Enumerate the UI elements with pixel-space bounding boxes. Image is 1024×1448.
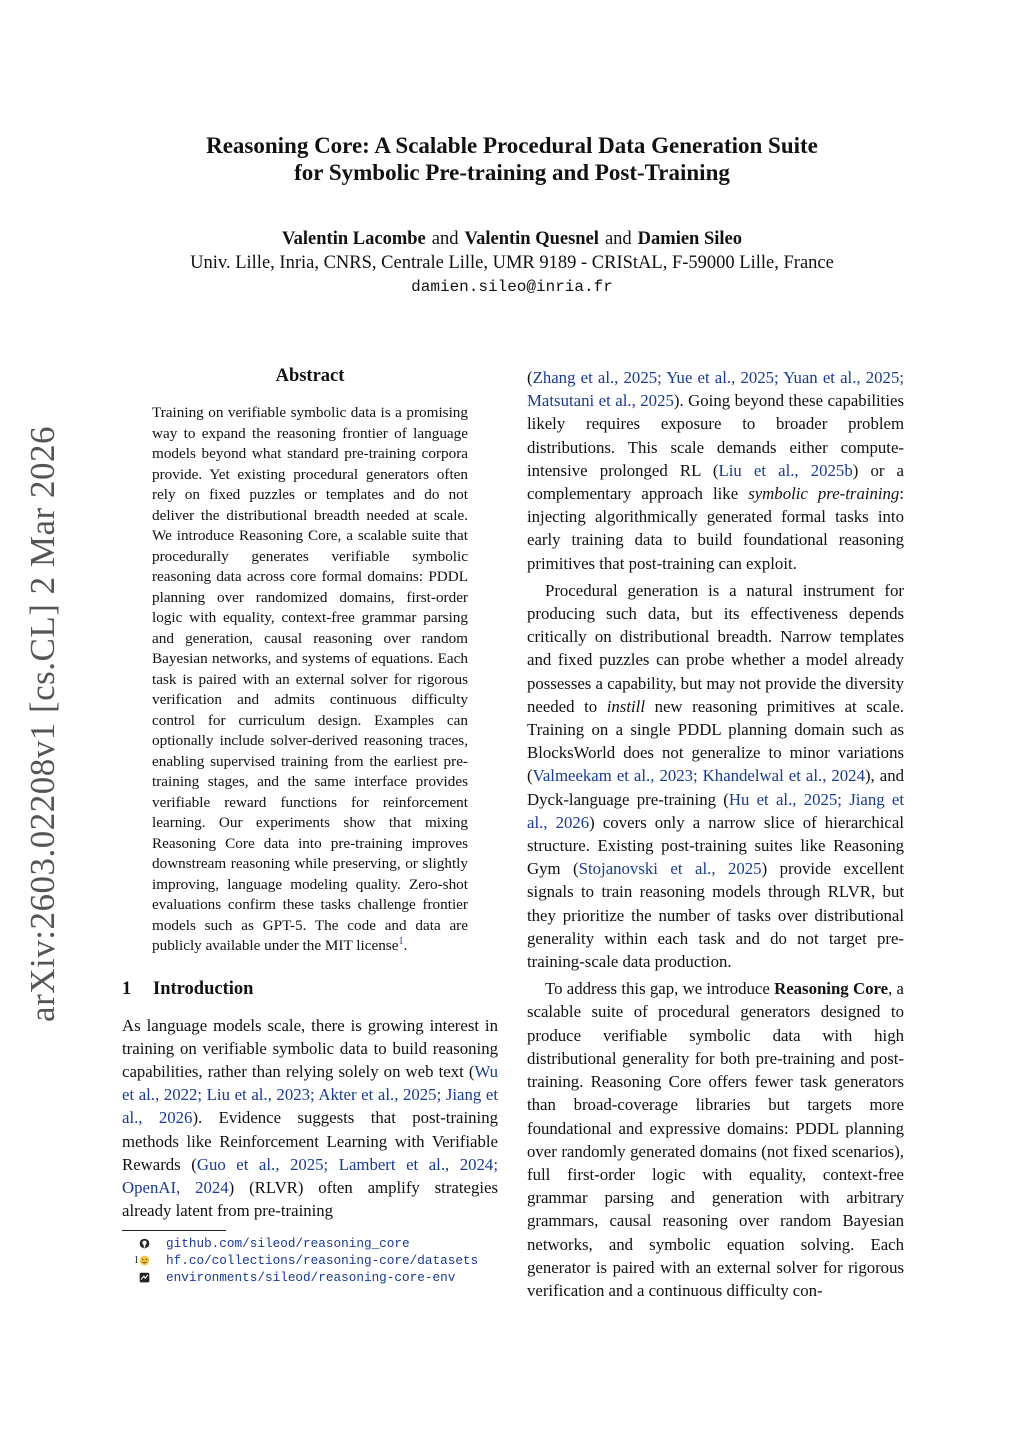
left-column xyxy=(122,366,498,1286)
footnote-link-huggingface[interactable]: hf.co/collections/reasoning-core/datasets xyxy=(166,1253,479,1269)
abstract-heading: Abstract xyxy=(275,366,345,386)
citation-link[interactable]: Guo et al., 2025; Lambert et al., 2024; OpenAI, 2024 xyxy=(122,1154,498,1197)
section-title: Introduction xyxy=(153,978,254,999)
prime-environments-icon xyxy=(139,1272,150,1283)
intro-paragraph-3: To address this gap, we introduce Reasoning Core, a scalable suite of procedural generators designed to produce verifiable symbolic data with high distributional generality for both pre-training and post-training. Reasoning Core offers fewer task generators than broad-coverage libraries but targets more foundational and expressive domains: PDDL planning over randomly generated domains (not fixed scenarios), full first-order logic with equality, context-free grammar parsing and generation with arbitrary grammars, causal reasoning over random Bayesian networks, and symbolic equation solving. Each generator is paired with an external solver for rigorous verification and a continuous difficulty con- xyxy=(527,979,904,1300)
citation-link[interactable]: Valmeekam et al., 2023; Khandelwal et al., 2024 xyxy=(532,766,865,786)
citation-link[interactable]: Wu et al., 2022; Liu et al., 2023; Akter et al., 2025; Jiang et al., 2026 xyxy=(122,1061,498,1128)
intro-paragraph-1: As language models scale, there is growing interest in training on verifiable symbolic data to build reasoning capabilities, rather than relying solely on web text (Wu et al., 2022; Liu et al., 2023; Akter et al., 2025; Jiang et al., 2026). Evidence suggests that post-training methods like Reinforcement Learning with Verifiable Rewards (Guo et al., 2025; Lambert et al., 2024; OpenAI, 2024) (RLVR) often amplify strategies already latent from pre-training xyxy=(122,1015,499,1221)
author-email[interactable]: damien.sileo@inria.fr xyxy=(411,278,613,296)
title-line-1: Reasoning Core: A Scalable Procedural Data Generation Suite xyxy=(206,133,818,158)
citation-link[interactable]: Zhang et al., 2025; Yue et al., 2025; Yuan et al., 2025; Matsutani et al., 2025 xyxy=(527,368,904,411)
author-separator: and xyxy=(604,229,632,249)
citation-link[interactable]: Liu et al., 2025b xyxy=(718,460,853,480)
citation-link[interactable]: Stojanovski et al., 2025 xyxy=(578,859,762,879)
footnote-link-environment[interactable]: environments/sileod/reasoning-core-env xyxy=(166,1270,456,1286)
author-block xyxy=(0,227,1024,299)
arxiv-identifier: arXiv:2603.02208v1 [cs.CL] 2 Mar 2026 xyxy=(23,426,62,1022)
affiliation: Univ. Lille, Inria, CNRS, Centrale Lille, UMR 9189 - CRIStAL, F-59000 Lille, France xyxy=(190,253,834,273)
abstract-text: Training on verifiable symbolic data is a promising way to expand the reasoning frontier of language models beyond what standard pre-training corpora provide. Yet existing procedural generators often rely on fixed puzzles or templates and do not deliver the distributional breadth needed at scale. We introduce Reasoning Core, a scalable suite that procedurally generates verifiable symbolic reasoning data across core formal domains: PDDL planning over randomized domains, first-order logic with equality, context-free grammar parsing and generation, causal reasoning over random Bayesian networks, and systems of equations. Each task is paired with an external solver for rigorous verification and admits continuous difficulty control for curriculum design. Examples can optionally include solver-derived reasoning traces, enabling supervised training from the earliest pre-training stages, and the same interface provides verifiable reward functions for reinforcement learning. Our experiments show that mixing Reasoning Core data into pre-training improves downstream reasoning while preserving, or slightly improving, language modeling quality. Zero-shot evaluations confirm these tasks challenge frontier models such as GPT-5. The code and data are publicly available under the MIT license$^1$. xyxy=(152,404,468,954)
author-3: Damien Sileo xyxy=(637,229,742,249)
footnote-row xyxy=(122,1235,498,1252)
intro-paragraph-1-cont: (Zhang et al., 2025; Yue et al., 2025; Yuan et al., 2025; Matsutani et al., 2025). Going beyond these capabilities likely requires exposure to broader problem distributions. This scale demands either compute-intensive prolonged RL (Liu et al., 2025b) or a complementary approach like symbolic pre-training: injecting algorithmically generated formal tasks into early training data to build foundational reasoning primitives that post-training can exploit. xyxy=(527,368,904,573)
footnote-ref[interactable]: 1 xyxy=(398,935,404,947)
author-separator: and xyxy=(431,229,459,249)
title-line-2: for Symbolic Pre-training and Post-Training xyxy=(294,160,730,185)
footnote-rule xyxy=(122,1230,226,1231)
footnotes xyxy=(122,1230,498,1286)
footnote-row xyxy=(122,1269,498,1286)
section-heading-introduction xyxy=(122,979,498,1000)
footnote-row: 1 hf.co/collections/reasoning-core/datasets xyxy=(134,1253,479,1269)
huggingface-icon xyxy=(139,1255,150,1266)
right-column xyxy=(527,366,904,1302)
paper-title xyxy=(0,132,1024,186)
section-number: 1 xyxy=(122,978,132,999)
intro-paragraph-2: Procedural generation is a natural instrument for producing such data, but its effectiveness depends critically on distributional breadth. Narrow templates and fixed puzzles can probe whether a model already possesses a capability, but may not provide the diversity needed to instill new reasoning primitives at scale. Training on a single PDDL planning domain such as BlocksWorld does not generalize to minor variations (Valmeekam et al., 2023; Khandelwal et al., 2024), and Dyck-language pre-training (Hu et al., 2025; Jiang et al., 2026) covers only a narrow slice of hierarchical structure. Existing post-training suites like Reasoning Gym (Stojanovski et al., 2025) provide excellent signals to train reasoning models through RLVR, but they prioritize the number of tasks over distributional generality within each task and do not target pre-training-scale data production. xyxy=(527,580,904,972)
citation-link[interactable]: Hu et al., 2025; Jiang et al., 2026 xyxy=(527,789,904,832)
footnote-link-github[interactable]: github.com/sileod/reasoning_core xyxy=(166,1236,410,1252)
author-2: Valentin Quesnel xyxy=(464,229,599,249)
github-icon xyxy=(139,1238,150,1249)
author-1: Valentin Lacombe xyxy=(282,229,426,249)
